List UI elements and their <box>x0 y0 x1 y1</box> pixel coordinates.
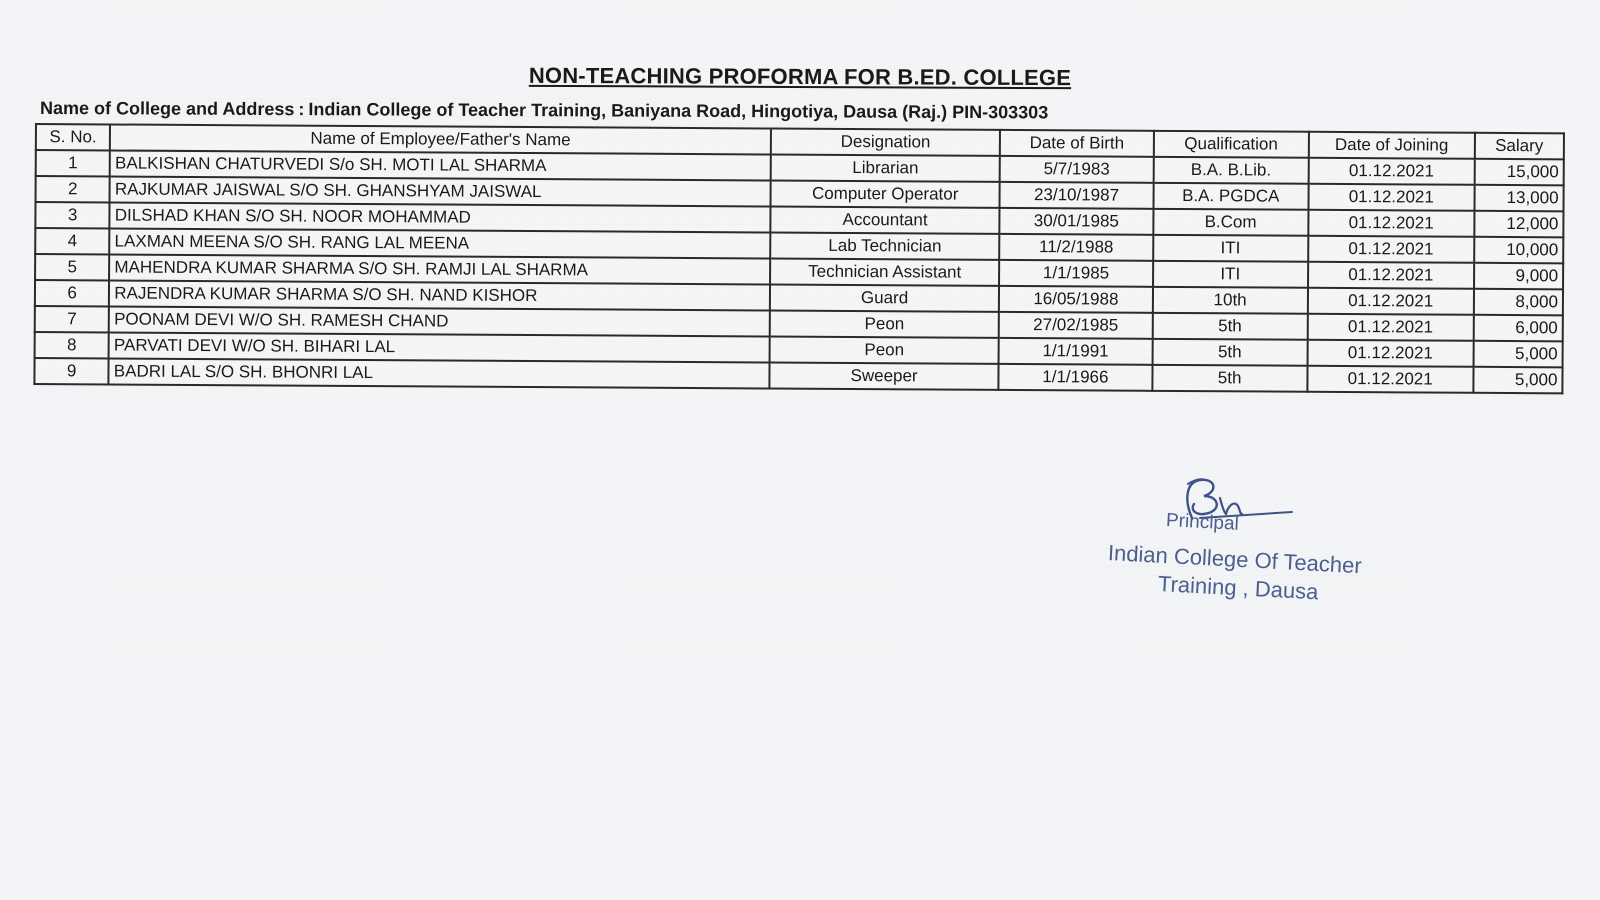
cell-name: BADRI LAL S/O SH. BHONRI LAL <box>109 358 770 388</box>
cell-sno: 6 <box>35 280 109 306</box>
cell-sno: 8 <box>35 332 109 358</box>
header-qualification: Qualification <box>1153 131 1308 158</box>
header-sno: S. No. <box>36 124 110 150</box>
header-dob: Date of Birth <box>1000 130 1153 157</box>
cell-qualification: 5th <box>1152 313 1307 340</box>
cell-name: RAJENDRA KUMAR SHARMA S/O SH. NAND KISHOR <box>109 280 770 310</box>
address-separator: : <box>298 99 305 120</box>
address-value: Indian College of Teacher Training, Baniyana Road, Hingotiya, Dausa (Raj.) PIN-303303 <box>308 99 1049 123</box>
cell-designation: Sweeper <box>769 362 999 389</box>
cell-salary: 10,000 <box>1474 237 1564 264</box>
cell-qualification: 5th <box>1152 339 1307 366</box>
cell-salary: 5,000 <box>1473 341 1563 368</box>
cell-salary: 15,000 <box>1474 159 1564 186</box>
cell-salary: 12,000 <box>1474 211 1564 238</box>
cell-doj: 01.12.2021 <box>1308 210 1474 237</box>
cell-dob: 1/1/1985 <box>999 260 1152 287</box>
cell-dob: 5/7/1983 <box>1000 156 1153 183</box>
address-label: Name of College and Address <box>39 98 295 120</box>
cell-dob: 23/10/1987 <box>1000 182 1153 209</box>
cell-dob: 11/2/1988 <box>1000 234 1153 261</box>
cell-name: BALKISHAN CHATURVEDI S/o SH. MOTI LAL SHARMA <box>110 150 771 180</box>
cell-sno: 1 <box>36 150 110 176</box>
cell-dob: 1/1/1966 <box>999 364 1152 391</box>
cell-sno: 4 <box>35 228 109 254</box>
cell-designation: Guard <box>770 284 1000 311</box>
cell-designation: Peon <box>770 310 1000 337</box>
non-teaching-staff-table <box>33 123 1565 394</box>
cell-name: DILSHAD KHAN S/O SH. NOOR MOHAMMAD <box>110 202 771 232</box>
cell-dob: 1/1/1991 <box>999 338 1152 365</box>
cell-designation: Librarian <box>771 154 1001 181</box>
cell-sno: 5 <box>35 254 109 280</box>
cell-designation: Accountant <box>770 206 1000 233</box>
college-address-line <box>40 98 1048 123</box>
cell-sno: 3 <box>35 202 109 228</box>
cell-qualification: B.Com <box>1153 209 1308 236</box>
cell-name: RAJKUMAR JAISWAL S/O SH. GHANSHYAM JAISWAL <box>110 176 771 206</box>
header-salary: Salary <box>1474 133 1564 160</box>
cell-qualification: B.A. B.Lib. <box>1153 157 1308 184</box>
header-doj: Date of Joining <box>1309 132 1475 159</box>
cell-name: PARVATI DEVI W/O SH. BIHARI LAL <box>109 332 770 362</box>
cell-doj: 01.12.2021 <box>1308 288 1474 315</box>
stamp-line-2: Training , Dausa <box>1157 571 1320 605</box>
cell-name: LAXMAN MEENA S/O SH. RANG LAL MEENA <box>110 228 771 258</box>
cell-doj: 01.12.2021 <box>1307 340 1473 367</box>
cell-qualification: ITI <box>1153 261 1308 288</box>
cell-doj: 01.12.2021 <box>1308 314 1474 341</box>
header-designation: Designation <box>771 128 1001 155</box>
header-name: Name of Employee/Father's Name <box>110 124 771 154</box>
cell-doj: 01.12.2021 <box>1308 158 1474 185</box>
cell-designation: Computer Operator <box>770 180 1000 207</box>
cell-doj: 01.12.2021 <box>1308 236 1474 263</box>
cell-sno: 2 <box>36 176 110 202</box>
cell-sno: 7 <box>35 306 109 332</box>
cell-dob: 16/05/1988 <box>999 286 1152 313</box>
signatory-title: Principal <box>1165 510 1240 535</box>
cell-doj: 01.12.2021 <box>1308 262 1474 289</box>
cell-designation: Peon <box>769 336 999 363</box>
cell-doj: 01.12.2021 <box>1308 184 1474 211</box>
cell-salary: 8,000 <box>1473 289 1563 316</box>
principal-signature-block <box>1080 470 1400 610</box>
cell-designation: Lab Technician <box>770 232 1000 259</box>
document-title: NON-TEACHING PROFORMA FOR B.ED. COLLEGE <box>528 62 1072 91</box>
cell-qualification: 10th <box>1152 287 1307 314</box>
stamp-line-1: Indian College Of Teacher <box>1107 540 1363 579</box>
cell-qualification: 5th <box>1152 365 1307 392</box>
cell-salary: 13,000 <box>1474 185 1564 212</box>
cell-designation: Technician Assistant <box>770 258 1000 285</box>
cell-salary: 6,000 <box>1473 315 1563 342</box>
cell-sno: 9 <box>34 358 108 384</box>
cell-name: POONAM DEVI W/O SH. RAMESH CHAND <box>109 306 770 336</box>
cell-qualification: B.A. PGDCA <box>1153 183 1308 210</box>
cell-dob: 27/02/1985 <box>999 312 1152 339</box>
cell-name: MAHENDRA KUMAR SHARMA S/O SH. RAMJI LAL SHARMA <box>109 254 770 284</box>
cell-qualification: ITI <box>1153 235 1308 262</box>
cell-salary: 9,000 <box>1474 263 1564 290</box>
cell-dob: 30/01/1985 <box>1000 208 1153 235</box>
cell-doj: 01.12.2021 <box>1307 366 1473 393</box>
cell-salary: 5,000 <box>1473 367 1563 394</box>
